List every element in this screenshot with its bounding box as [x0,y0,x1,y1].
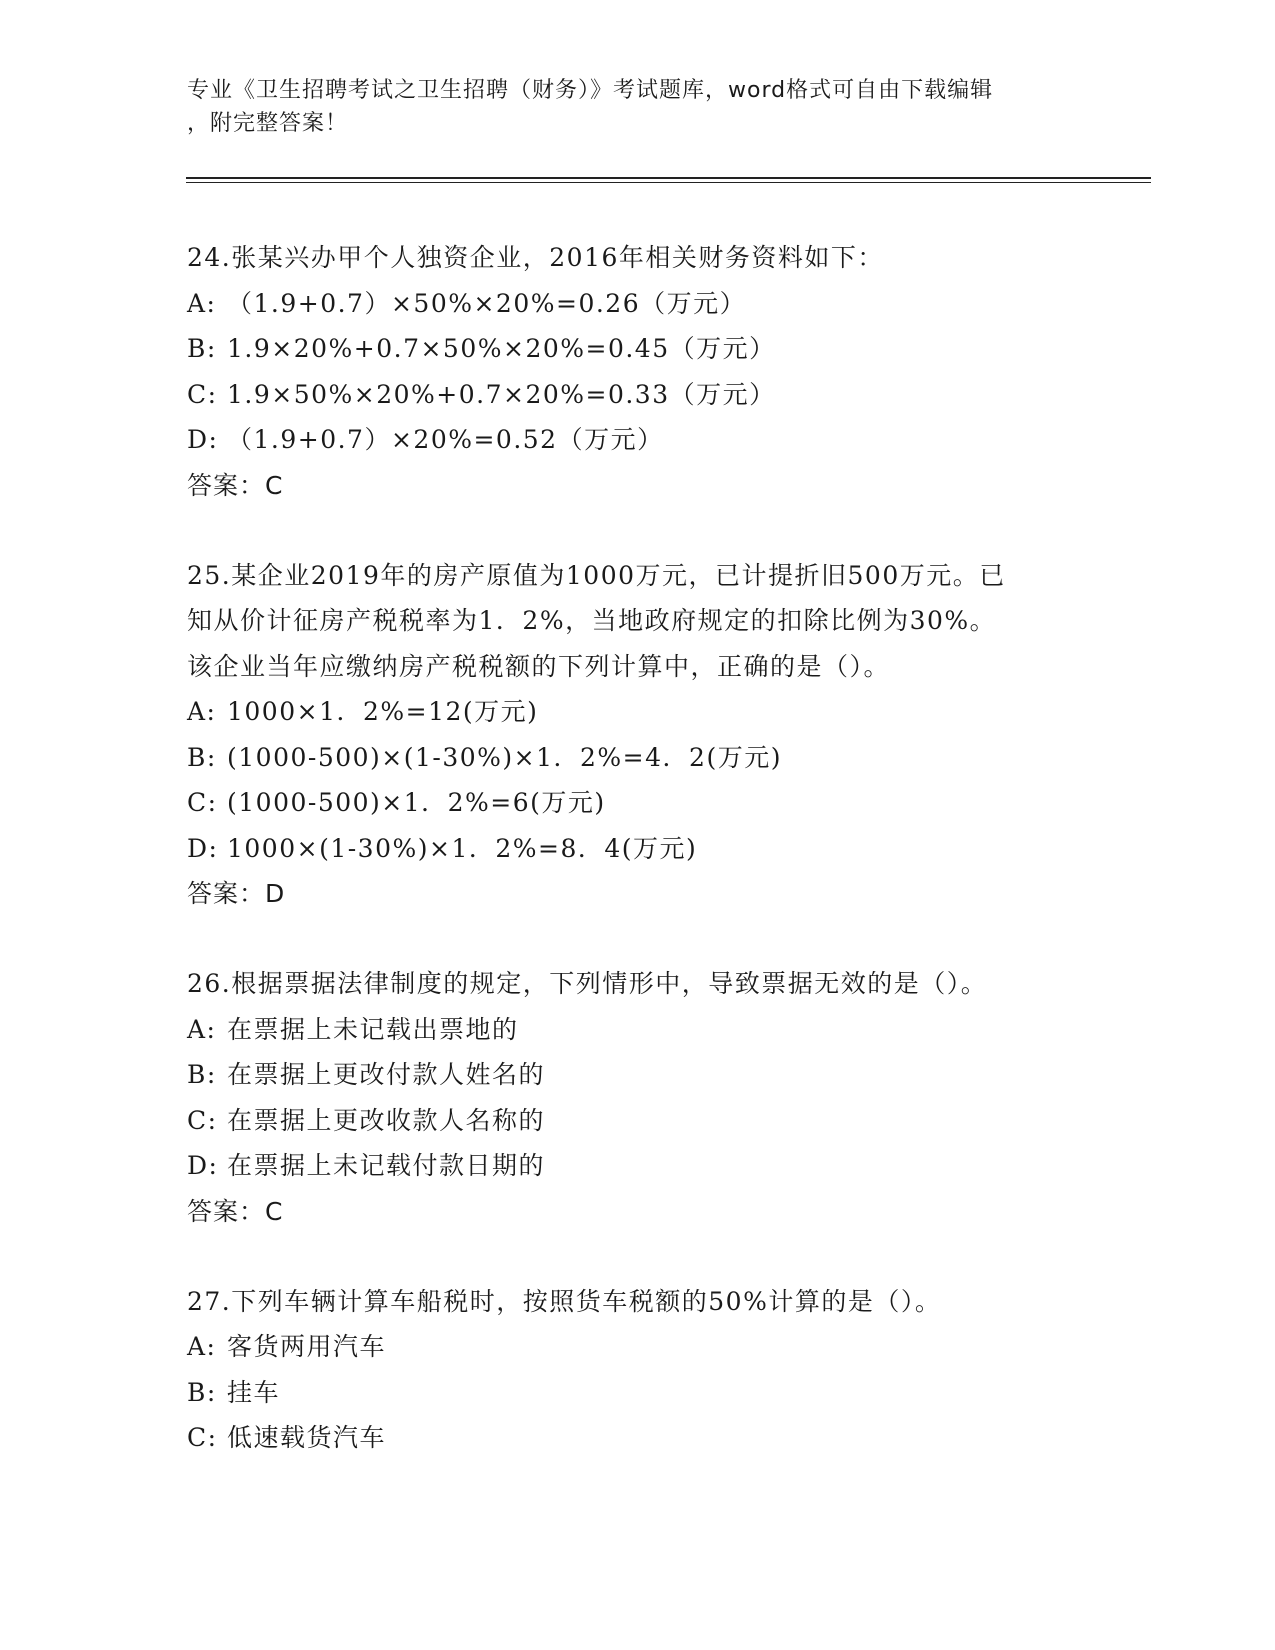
option-row [187,326,1087,372]
option-row [187,826,1087,872]
option-row [187,372,1087,418]
option-text: 挂车 [227,1377,281,1407]
header-divider-bottom [186,182,1151,183]
option-row [187,780,1087,826]
option-text: （1.9+0.7）×20%=0.52（万元） [227,425,664,454]
option-row [187,689,1087,735]
option-row [187,1324,1087,1370]
option-key: D: [187,833,219,863]
option-key: B: [187,1060,217,1089]
question-stem-line: 知从价计征房产税税率为1．2%，当地政府规定的扣除比例为30%。 [187,606,997,635]
option-row [187,1370,1087,1416]
header-line-1: 专业《卫生招聘考试之卫生招聘（财务）》考试题库，word格式可自由下载编辑 [187,78,994,103]
option-text: 1000×(1-30%)×1．2%=8．4(万元) [227,833,698,863]
option-text: (1000-500)×(1-30%)×1．2%=4．2(万元) [227,742,782,772]
answer-line: 答案：C [187,470,284,500]
question-stem-line: 24.张某兴办甲个人独资企业，2016年相关财务资料如下： [187,243,884,272]
option-text: 在票据上更改收款人名称的 [227,1105,546,1135]
option-text: 1.9×50%×20%+0.7×20%=0.33（万元） [227,379,776,409]
option-row [187,1098,1087,1144]
option-key: A: [187,697,217,726]
option-text: 在票据上未记载付款日期的 [227,1151,546,1180]
option-text: 低速载货汽车 [227,1423,387,1452]
option-key: D: [187,1151,219,1180]
option-key: B: [187,1377,217,1407]
document-header [187,74,1067,140]
option-key: C: [187,379,218,409]
option-key: D: [187,425,219,454]
answer-line: 答案：D [187,879,286,908]
option-key: B: [187,742,217,772]
question-block [187,1279,1087,1461]
option-text: 客货两用汽车 [227,1332,387,1361]
header-divider-top [186,177,1151,179]
question-stem-line: 该企业当年应缴纳房产税税额的下列计算中，正确的是（）。 [187,651,891,681]
option-text: 在票据上未记载出票地的 [227,1014,519,1044]
option-row [187,1143,1087,1189]
option-key: B: [187,334,217,363]
answer-line: 答案：C [187,1196,284,1226]
option-key: C: [187,1105,218,1135]
option-key: C: [187,1423,218,1452]
option-row [187,735,1087,781]
option-row [187,1415,1087,1461]
question-list [187,235,1087,1506]
question-block [187,553,1087,917]
option-row [187,1052,1087,1098]
option-key: A: [187,288,217,318]
option-row [187,1007,1087,1053]
question-stem-line: 26.根据票据法律制度的规定，下列情形中，导致票据无效的是（）。 [187,969,988,998]
question-block [187,961,1087,1234]
option-key: A: [187,1332,217,1361]
option-text: 在票据上更改付款人姓名的 [227,1060,546,1089]
option-text: （1.9+0.7）×50%×20%=0.26（万元） [227,288,747,318]
option-row [187,417,1087,463]
option-row [187,281,1087,327]
question-stem-line: 27.下列车辆计算车船税时，按照货车税额的50%计算的是（）。 [187,1286,942,1316]
option-text: 1.9×20%+0.7×50%×20%=0.45（万元） [227,334,776,363]
question-block [187,235,1087,508]
question-stem-line: 25.某企业2019年的房产原值为1000万元，已计提折旧500万元。已 [187,560,1006,590]
option-key: A: [187,1014,217,1044]
option-text: (1000-500)×1．2%=6(万元) [227,788,606,817]
header-line-2: ，附完整答案！ [187,111,349,136]
option-text: 1000×1．2%=12(万元) [227,697,539,726]
option-key: C: [187,788,218,817]
